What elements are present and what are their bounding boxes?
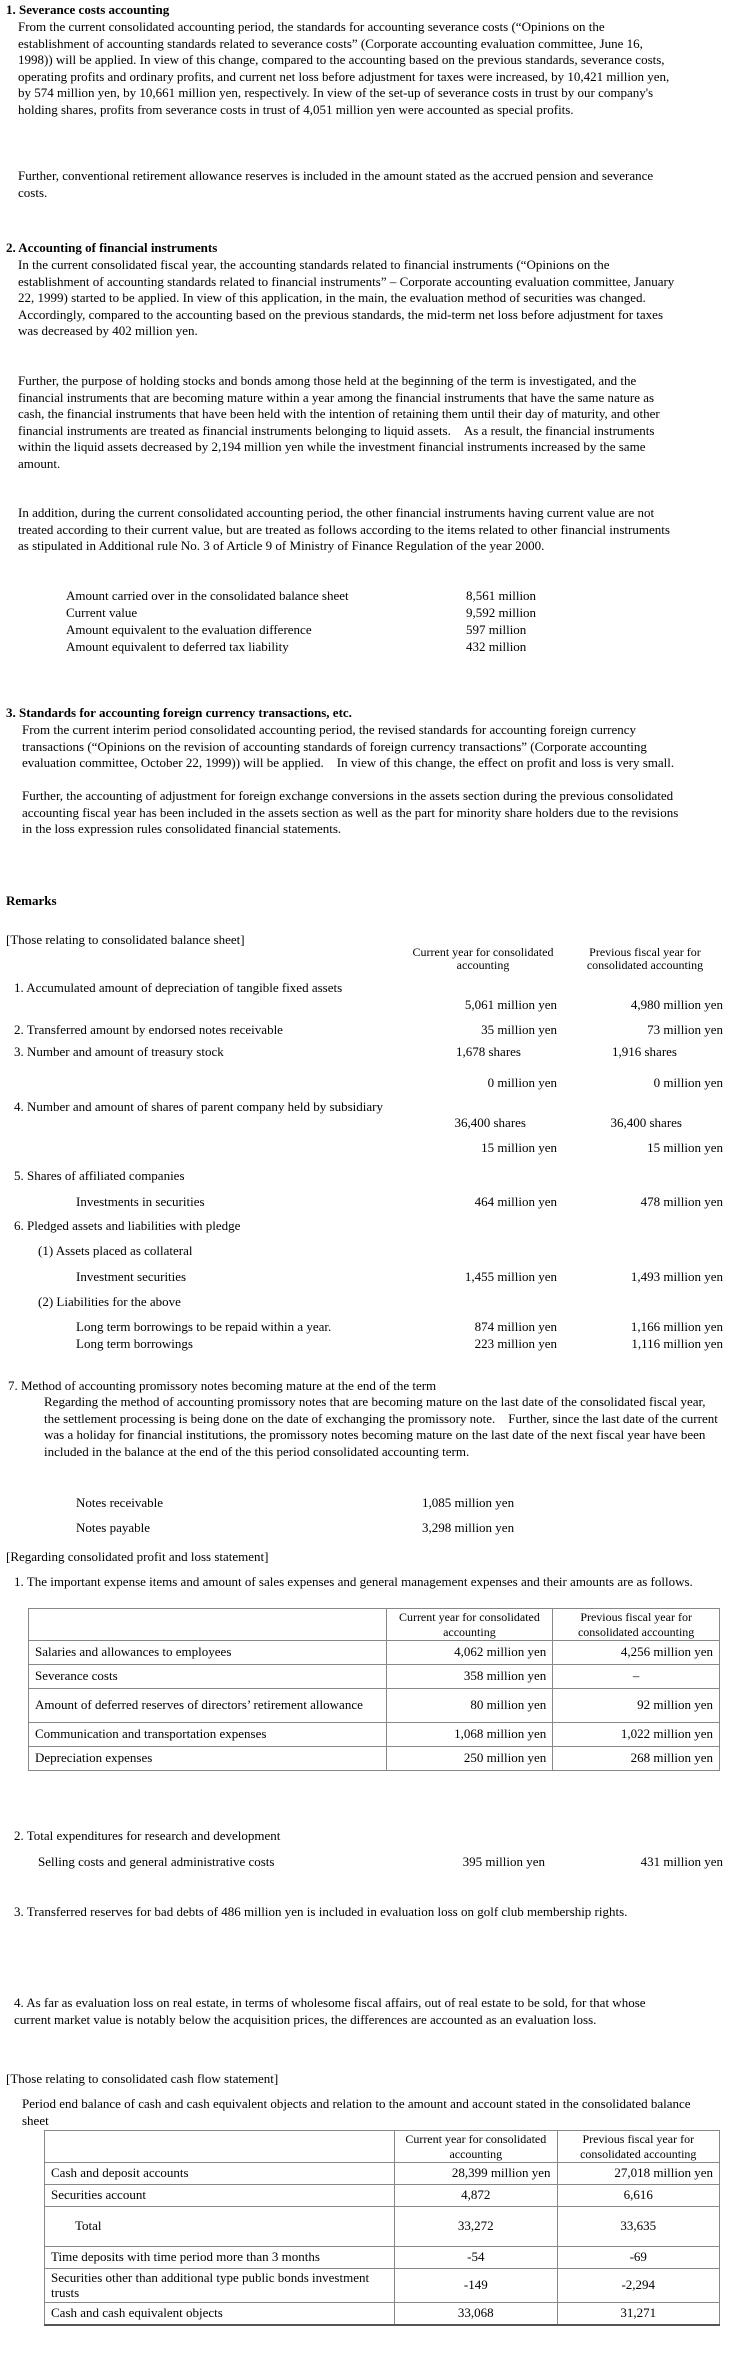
bs-row-6-sub-2a-previous: 1,166 million yen: [630, 1319, 723, 1334]
notes-receivable-label: Notes receivable: [76, 1495, 163, 1510]
bs-row-6-sub-1a: Investment securities: [76, 1269, 187, 1284]
bs-row-4-current-shares: 36,400 shares: [454, 1115, 526, 1130]
expense-label: Severance costs: [29, 1665, 387, 1689]
cf-previous: 33,635: [557, 2207, 719, 2247]
cf-label: Time deposits with time period more than 3 months: [45, 2247, 395, 2269]
cf-previous: -69: [557, 2247, 719, 2269]
bs-row-2-previous: 73 million yen: [647, 1022, 723, 1037]
fi-item-label: Amount equivalent to the evaluation difference: [66, 622, 312, 637]
bs-row-6-label: 6. Pledged assets and liabilities with pledge: [14, 1218, 241, 1233]
expense-current: 4,062 million yen: [386, 1641, 553, 1665]
bs-row-5-sublabel: Investments in securities: [76, 1194, 205, 1209]
bs-row-6-sub-1: (1) Assets placed as collateral: [38, 1243, 193, 1258]
bs-row-2-current: 35 million yen: [481, 1022, 557, 1037]
bs-row-7-label: 7. Method of accounting promissory notes becoming mature at the end of the term: [8, 1378, 437, 1393]
section-1-para-1: From the current consolidated accounting period, the standards for accounting severance costs (“Opinions on the establishment of accounting standards related to severance costs” (Corporate accounting evaluation committee, June 16, 1998)) will be applied. In view of this change, compared to the accounting based on the previous standards, severance costs, operating profits and ordinary profits, and current net loss before adjustment for taxes were increased, by 10,421 million yen, by 574 million yen, by 10,661 million yen, respectively. In view of the set-up of severance costs in trust by our company's holding shares, profits from severance costs in trust of 4,051 million yen were accounted as special profits.: [18, 19, 670, 117]
notes-payable-label: Notes payable: [76, 1520, 151, 1535]
section-3-title: 3. Standards for accounting foreign currency transactions, etc.: [6, 705, 352, 720]
bs-row-4-previous-amount: 15 million yen: [647, 1140, 723, 1155]
expense-previous: 4,256 million yen: [553, 1641, 720, 1665]
bs-row-2-label: 2. Transferred amount by endorsed notes receivable: [14, 1022, 283, 1037]
bs-row-6-sub-2a-current: 874 million yen: [474, 1319, 557, 1334]
fi-item-value: 432 million: [466, 639, 527, 654]
pl-title: [Regarding consolidated profit and loss statement]: [6, 1549, 269, 1564]
pl-item-2-sublabel: Selling costs and general administrative costs: [38, 1854, 275, 1869]
fi-item-label: Current value: [66, 605, 138, 620]
bs-row-6-sub-2: (2) Liabilities for the above: [38, 1294, 181, 1309]
bs-row-3-current-amount: 0 million yen: [487, 1075, 557, 1090]
pl-item-2: 2. Total expenditures for research and development: [14, 1828, 281, 1843]
bs-row-3-previous-amount: 0 million yen: [653, 1075, 723, 1090]
cf-previous: -2,294: [557, 2269, 719, 2303]
notes-payable-value: 3,298 million yen: [422, 1520, 515, 1535]
expenses-col-current: Current year for consolidated accounting: [386, 1609, 553, 1641]
section-2-para-3: In addition, during the current consolidated accounting period, the other financial instruments having current value are not treated according to their current value, but are treated as follows according to the items related to other financial instruments as stipulated in Additional rule No. 3 of Article 9 of Ministry of Finance Regulation of the year 2000.: [18, 505, 670, 553]
expense-previous: 92 million yen: [553, 1689, 720, 1723]
cf-intro: Period end balance of cash and cash equivalent objects and relation to the amount and account stated in the consolidated balance sheet: [22, 2096, 691, 2128]
cf-current: -149: [395, 2269, 557, 2303]
bs-row-3-previous-shares: 1,916 shares: [612, 1044, 677, 1059]
cf-title: [Those relating to consolidated cash flow statement]: [6, 2071, 279, 2086]
cf-col-previous: Previous fiscal year for consolidated accounting: [557, 2131, 719, 2163]
expense-previous: 268 million yen: [553, 1747, 720, 1771]
expenses-col-previous: Previous fiscal year for consolidated accounting: [553, 1609, 720, 1641]
expense-current: 1,068 million yen: [386, 1723, 553, 1747]
section-2-title: 2. Accounting of financial instruments: [6, 240, 218, 255]
bs-row-3-label: 3. Number and amount of treasury stock: [14, 1044, 224, 1059]
bs-row-6-sub-2b: Long term borrowings: [76, 1336, 193, 1351]
bs-row-6-sub-2b-previous: 1,116 million yen: [631, 1336, 723, 1351]
bs-row-1-current: 5,061 million yen: [464, 997, 557, 1012]
bs-row-4-current-amount: 15 million yen: [481, 1140, 557, 1155]
fi-item-label: Amount carried over in the consolidated balance sheet: [66, 588, 349, 603]
bs-row-7-text: Regarding the method of accounting promissory notes that are becoming mature on the last date of the consolidated fiscal year, the settlement processing is being done on the date of exchanging the promissory note. Further, since the last date of the current was a holiday for financial institutions, the promissory notes becoming mature on the last date of the next fiscal year have been included in the balance at the end of the this period consolidated accounting term.: [44, 1394, 718, 1459]
bs-row-4-label: 4. Number and amount of shares of parent company held by subsidiary: [14, 1099, 383, 1114]
bs-row-3-current-shares: 1,678 shares: [456, 1044, 521, 1059]
expense-previous: –: [553, 1665, 720, 1689]
bs-row-6-sub-1a-current: 1,455 million yen: [464, 1269, 557, 1284]
notes-receivable-value: 1,085 million yen: [422, 1495, 515, 1510]
bs-row-5-label: 5. Shares of affiliated companies: [14, 1168, 185, 1183]
cash-flow-table: [44, 2130, 720, 2326]
table-row: [45, 2207, 720, 2247]
cf-label: Cash and deposit accounts: [45, 2163, 395, 2185]
expense-label: Communication and transportation expenses: [29, 1723, 387, 1747]
col-header-current: Current year for consolidated accounting: [412, 945, 554, 972]
cf-col-current: Current year for consolidated accounting: [395, 2131, 557, 2163]
table-row: [29, 1641, 720, 1665]
fi-item-value: 8,561 million: [466, 588, 537, 603]
table-row: [45, 2185, 720, 2207]
table-row: [45, 2269, 720, 2303]
pl-item-4: 4. As far as evaluation loss on real estate, in terms of wholesome fiscal affairs, out of real estate to be sold, for that whose current market value is notably below the acquisition prices, the differences are accounted as an evaluation loss.: [14, 1995, 646, 2027]
fi-item-label: Amount equivalent to deferred tax liability: [66, 639, 289, 654]
col-header-previous: Previous fiscal year for consolidated accounting: [586, 945, 704, 972]
cf-current: 33,068: [395, 2303, 557, 2325]
pl-item-1: 1. The important expense items and amount of sales expenses and general management expenses and their amounts are as follows.: [14, 1574, 693, 1589]
bs-row-5-current: 464 million yen: [474, 1194, 557, 1209]
cf-current: 33,272: [395, 2207, 557, 2247]
cf-current: 4,872: [395, 2185, 557, 2207]
section-2-para-2: Further, the purpose of holding stocks and bonds among those held at the beginning of the term is investigated, and the financial instruments that are becoming mature within a year among the financial instruments that have the same nature as cash, the financial instruments that have been held with the intention of retaining them until their day of maturity, and other financial instruments are treated as financial instruments belonging to liquid assets. As a result, the financial instruments within the liquid assets decreased by 2,194 million yen while the investment financial instruments increased by the same amount.: [18, 373, 660, 471]
section-1-para-2: Further, conventional retirement allowance reserves is included in the amount stated as the accrued pension and severance costs.: [18, 168, 654, 200]
table-row: [29, 1689, 720, 1723]
cf-current: -54: [395, 2247, 557, 2269]
expense-current: 358 million yen: [386, 1665, 553, 1689]
cf-label: Securities other than additional type public bonds investment trusts: [45, 2269, 395, 2303]
expenses-table: [28, 1608, 720, 1771]
section-3-para-1: From the current interim period consolidated accounting period, the revised standards for accounting foreign currency transactions (“Opinions on the revision of accounting standards of foreign currency transactions” (Corporate accounting evaluation committee, October 22, 1999)) will be applied. In view of this change, the effect on profit and loss is very small.: [22, 722, 675, 770]
cf-current: 28,399 million yen: [395, 2163, 557, 2185]
expense-label: Amount of deferred reserves of directors’ retirement allowance: [29, 1689, 387, 1723]
expense-label: Salaries and allowances to employees: [29, 1641, 387, 1665]
table-row: [45, 2163, 720, 2185]
cf-label: Total: [45, 2207, 395, 2247]
table-row: [45, 2247, 720, 2269]
cf-label: Securities account: [45, 2185, 395, 2207]
bs-row-5-previous: 478 million yen: [640, 1194, 723, 1209]
section-1-title: 1. Severance costs accounting: [6, 2, 170, 17]
cf-previous: 31,271: [557, 2303, 719, 2325]
fi-item-value: 9,592 million: [466, 605, 537, 620]
bs-row-1-label: 1. Accumulated amount of depreciation of tangible fixed assets: [14, 980, 343, 995]
table-row: [29, 1723, 720, 1747]
expense-label: Depreciation expenses: [29, 1747, 387, 1771]
table-row: [45, 2303, 720, 2325]
section-3-para-2: Further, the accounting of adjustment for foreign exchange conversions in the assets section during the previous consolidated accounting fiscal year has been included in the assets section as well as the part for minority share holders due to the revisions in the loss expression rules consolidated financial statements.: [22, 788, 679, 836]
cf-previous: 27,018 million yen: [557, 2163, 719, 2185]
bs-row-6-sub-2a: Long term borrowings to be repaid within a year.: [76, 1319, 332, 1334]
expense-current: 80 million yen: [386, 1689, 553, 1723]
pl-item-3: 3. Transferred reserves for bad debts of 486 million yen is included in evaluation loss on golf club membership rights.: [14, 1904, 628, 1919]
balance-sheet-title: [Those relating to consolidated balance sheet]: [6, 932, 245, 947]
remarks-title: Remarks: [6, 893, 57, 908]
bs-row-4-previous-shares: 36,400 shares: [610, 1115, 682, 1130]
section-2-para-1: In the current consolidated fiscal year, the accounting standards related to financial instruments (“Opinions on the establishment of accounting standards related to financial instruments” – Corporate accounting evaluation committee, January 22, 1999) started to be applied. In view of this application, in the main, the evaluation method of securities was changed. Accordingly, compared to the accounting based on the previous standards, the mid-term net loss before adjustment for taxes was decreased by 402 million yen.: [18, 257, 675, 338]
cf-previous: 6,616: [557, 2185, 719, 2207]
expense-current: 250 million yen: [386, 1747, 553, 1771]
table-row: [29, 1665, 720, 1689]
bs-row-6-sub-1a-previous: 1,493 million yen: [630, 1269, 723, 1284]
bs-row-1-previous: 4,980 million yen: [630, 997, 723, 1012]
pl-item-2-previous: 431 million yen: [640, 1854, 723, 1869]
expense-previous: 1,022 million yen: [553, 1723, 720, 1747]
bs-row-6-sub-2b-current: 223 million yen: [474, 1336, 557, 1351]
fi-item-value: 597 million: [466, 622, 527, 637]
cf-label: Cash and cash equivalent objects: [45, 2303, 395, 2325]
table-row: [29, 1747, 720, 1771]
pl-item-2-current: 395 million yen: [462, 1854, 545, 1869]
